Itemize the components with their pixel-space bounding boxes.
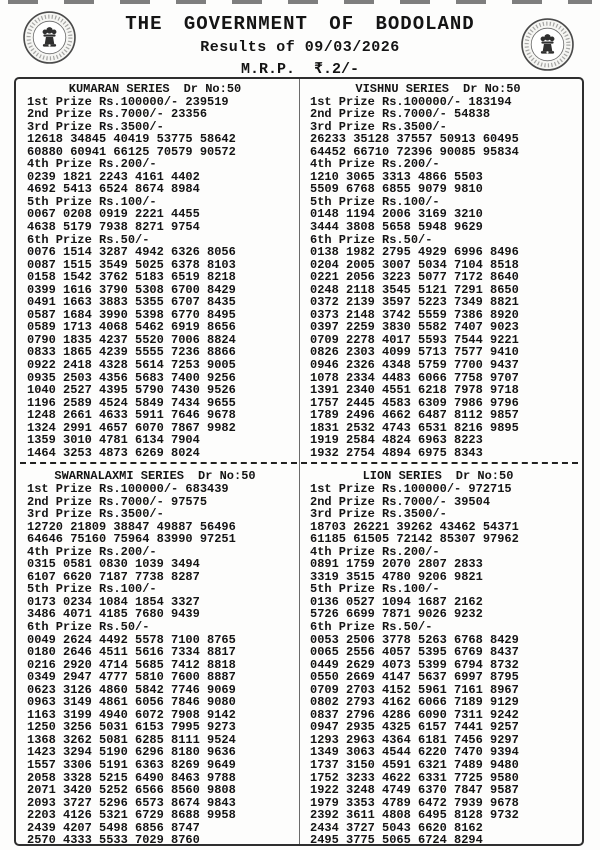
series-results-vishnu — [310, 96, 582, 460]
result-line: 4th Prize Rs.200/- — [310, 544, 440, 559]
result-line: 0373 2148 3742 5559 7386 8920 — [310, 307, 519, 322]
result-line: 1349 3063 4544 6220 7470 9394 — [310, 745, 519, 760]
result-line: 0315 0581 0830 1039 3494 — [27, 557, 200, 572]
page-title: THE GOVERNMENT OF BODOLAND — [125, 13, 475, 35]
series-title-kumaran — [27, 83, 299, 96]
draw-number: Dr No:50 — [198, 469, 256, 484]
result-line: 0963 3149 4861 6056 7846 9080 — [27, 695, 236, 710]
result-line: 6th Prize Rs.50/- — [27, 232, 150, 247]
result-line: 1st Prize Rs.100000/- 683439 — [27, 481, 229, 496]
series-kumaran — [16, 83, 299, 459]
results-box — [14, 77, 584, 846]
result-line: 0065 2556 4057 5395 6769 8437 — [310, 645, 519, 660]
series-title-vishnu — [310, 83, 582, 96]
result-line: 0148 1194 2006 3169 3210 — [310, 207, 483, 222]
result-line: 1464 3253 4873 6269 8024 — [27, 445, 200, 460]
draw-number: Dr No:50 — [183, 82, 242, 96]
result-line: 1557 3306 5191 6363 8269 9649 — [27, 757, 236, 772]
result-line: 1979 3353 4789 6472 7939 9678 — [310, 795, 519, 810]
result-line: 4th Prize Rs.200/- — [27, 157, 157, 172]
result-line: 0946 2326 4348 5759 7700 9437 — [310, 358, 519, 373]
result-line: 1040 2527 4395 5790 7430 9526 — [27, 383, 236, 398]
result-line: 1789 2496 4662 6487 8112 9857 — [310, 408, 519, 423]
result-line: 18703 26221 39262 43462 54371 — [310, 519, 519, 534]
result-line: 26233 35128 37557 50913 60495 — [310, 132, 519, 147]
result-line: 2nd Prize Rs.7000/- 39504 — [310, 494, 491, 509]
header — [0, 13, 600, 78]
result-line: 0076 1514 3287 4942 6326 8056 — [27, 245, 236, 260]
result-line: 0158 1542 3762 5183 6519 8218 — [27, 270, 236, 285]
draw-number: Dr No:50 — [455, 469, 514, 484]
result-line: 2392 3611 4808 6495 8128 9732 — [310, 808, 519, 823]
result-line: 1078 2334 4483 6066 7758 9707 — [310, 370, 519, 385]
result-line: 4692 5413 6524 8674 8984 — [27, 182, 200, 197]
result-line: 3319 3515 4780 9206 9821 — [310, 569, 483, 584]
result-line: 1163 3199 4940 6072 7908 9142 — [27, 707, 236, 722]
series-name: VISHNU SERIES — [355, 82, 449, 96]
result-line: 5509 6768 6855 9079 9810 — [310, 182, 483, 197]
result-line: 6107 6620 7187 7738 8287 — [27, 569, 200, 584]
result-line: 2439 4207 5498 6856 8747 — [27, 820, 200, 835]
series-results-kumaran — [27, 96, 299, 460]
result-line: 0947 2935 4325 6157 7441 9257 — [310, 720, 519, 735]
result-line: 0891 1759 2070 2807 2833 — [310, 557, 483, 572]
result-line: 1831 2532 4743 6531 8216 9895 — [310, 420, 519, 435]
result-line: 1359 3010 4781 6134 7904 — [27, 433, 200, 448]
government-seal-left-icon — [22, 10, 77, 65]
result-line: 1737 3150 4591 6321 7489 9480 — [310, 757, 519, 772]
result-line: 64452 66710 72396 90085 95834 — [310, 144, 519, 159]
result-line: 1368 3262 5081 6285 8111 9524 — [27, 732, 236, 747]
result-line: 0709 2278 4017 5593 7544 9221 — [310, 332, 519, 347]
result-line: 1248 2661 4633 5911 7646 9678 — [27, 408, 236, 423]
result-line: 6th Prize Rs.50/- — [310, 232, 433, 247]
result-line: 5th Prize Rs.100/- — [27, 194, 157, 209]
result-line: 60880 60941 66125 70579 90572 — [27, 144, 236, 159]
result-line: 3rd Prize Rs.3500/- — [27, 507, 164, 522]
result-line: 0550 2669 4147 5637 6997 8795 — [310, 670, 519, 685]
result-line: 0204 2005 3007 5034 7104 8518 — [310, 257, 519, 272]
result-line: 0216 2920 4714 5685 7412 8818 — [27, 657, 236, 672]
result-line: 4638 5179 7938 8271 9754 — [27, 220, 200, 235]
result-line: 1757 2445 4583 6309 7986 9796 — [310, 395, 519, 410]
result-line: 2058 3328 5215 6490 8463 9788 — [27, 770, 236, 785]
result-line: 61185 61505 72142 85307 97962 — [310, 532, 519, 547]
column-divider — [299, 79, 300, 844]
result-line: 1196 2589 4524 5849 7434 9655 — [27, 395, 236, 410]
series-results-lion — [310, 483, 582, 847]
result-line: 0138 1982 2795 4929 6996 8496 — [310, 245, 519, 260]
series-results-swarnalaxmi — [27, 483, 299, 847]
result-line: 0833 1865 4239 5555 7236 8866 — [27, 345, 236, 360]
result-line: 1919 2584 4824 6963 8223 — [310, 433, 483, 448]
result-line: 0239 1821 2243 4161 4402 — [27, 169, 200, 184]
result-line: 5th Prize Rs.100/- — [27, 582, 157, 597]
result-line: 0449 2629 4073 5399 6794 8732 — [310, 657, 519, 672]
result-line: 1752 3233 4622 6331 7725 9580 — [310, 770, 519, 785]
result-line: 0589 1713 4068 5462 6919 8656 — [27, 320, 236, 335]
result-line: 3444 3808 5658 5948 9629 — [310, 220, 483, 235]
result-line: 4th Prize Rs.200/- — [310, 157, 440, 172]
result-line: 0623 3126 4860 5842 7746 9069 — [27, 682, 236, 697]
result-line: 0087 1515 3549 5025 6378 8103 — [27, 257, 236, 272]
result-line: 2nd Prize Rs.7000/- 23356 — [27, 107, 208, 122]
result-line: 0049 2624 4492 5578 7100 8765 — [27, 632, 236, 647]
result-line: 0837 2796 4286 6090 7311 9242 — [310, 707, 519, 722]
result-line: 1324 2991 4657 6070 7867 9982 — [27, 420, 236, 435]
result-line: 12720 21809 38847 49887 56496 — [27, 519, 236, 534]
result-line: 5th Prize Rs.100/- — [310, 194, 440, 209]
result-line: 3rd Prize Rs.3500/- — [27, 119, 164, 134]
result-line: 6th Prize Rs.50/- — [310, 619, 433, 634]
result-line: 0349 2947 4777 5810 7600 8887 — [27, 670, 236, 685]
result-line: 1st Prize Rs.100000/- 183194 — [310, 94, 512, 109]
result-line: 1st Prize Rs.100000/- 239519 — [27, 94, 229, 109]
result-line: 1210 3065 3313 4866 5503 — [310, 169, 483, 184]
result-line: 4th Prize Rs.200/- — [27, 544, 157, 559]
result-line: 3rd Prize Rs.3500/- — [310, 119, 447, 134]
series-name: SWARNALAXMI SERIES — [54, 469, 184, 484]
result-line: 2434 3727 5043 6620 8162 — [310, 820, 483, 835]
result-line: 1st Prize Rs.100000/- 972715 — [310, 481, 512, 496]
result-line: 0397 2259 3830 5582 7407 9023 — [310, 320, 519, 335]
result-line: 0826 2303 4099 5713 7577 9410 — [310, 345, 519, 360]
result-line: 0372 2139 3597 5223 7349 8821 — [310, 295, 519, 310]
series-vishnu — [299, 83, 582, 459]
result-line: 0399 1616 3790 5308 6700 8429 — [27, 282, 236, 297]
government-seal-right-icon — [520, 17, 575, 72]
result-line: 0491 1663 3883 5355 6707 8435 — [27, 295, 236, 310]
result-line: 0790 1835 4237 5520 7006 8824 — [27, 332, 236, 347]
result-line: 0180 2646 4511 5616 7334 8817 — [27, 645, 236, 660]
result-line: 0067 0208 0919 2221 4455 — [27, 207, 200, 222]
result-line: 0709 2703 4152 5961 7161 8967 — [310, 682, 519, 697]
result-line: 1922 3248 4749 6370 7847 9587 — [310, 783, 519, 798]
series-name: KUMARAN SERIES — [68, 82, 170, 96]
result-line: 1932 2754 4894 6975 8343 — [310, 445, 483, 460]
series-swarnalaxmi — [16, 470, 299, 846]
result-line: 5726 6699 7871 9026 9232 — [310, 607, 483, 622]
result-line: 2071 3420 5252 6566 8560 9808 — [27, 783, 236, 798]
result-line: 3486 4071 4185 7680 9439 — [27, 607, 200, 622]
result-line: 2495 3775 5065 6724 8294 — [310, 833, 483, 848]
series-name: LION SERIES — [362, 469, 442, 484]
scan-edge-artifact — [8, 0, 592, 4]
result-line: 1250 3256 5031 6153 7995 9273 — [27, 720, 236, 735]
results-date: Results of 09/03/2026 — [200, 39, 400, 56]
result-line: 0248 2118 3545 5121 7291 8650 — [310, 282, 519, 297]
result-line: 1391 2340 4551 6218 7978 9718 — [310, 383, 519, 398]
result-line: 0173 0234 1084 1854 3327 — [27, 594, 200, 609]
result-line: 0802 2793 4162 6066 7189 9129 — [310, 695, 519, 710]
result-line: 12618 34845 40419 53775 58642 — [27, 132, 236, 147]
result-line: 2203 4126 5321 6729 8688 9958 — [27, 808, 236, 823]
result-line: 1423 3294 5190 6296 8180 9636 — [27, 745, 236, 760]
result-line: 3rd Prize Rs.3500/- — [310, 507, 447, 522]
result-line: 0221 2056 3223 5077 7172 8640 — [310, 270, 519, 285]
result-line: 0935 2503 4356 5683 7400 9256 — [27, 370, 236, 385]
result-line: 0136 0527 1094 1687 2162 — [310, 594, 483, 609]
result-line: 0587 1684 3990 5398 6770 8495 — [27, 307, 236, 322]
series-lion — [299, 470, 582, 846]
result-line: 2nd Prize Rs.7000/- 97575 — [27, 494, 208, 509]
result-line: 5th Prize Rs.100/- — [310, 582, 440, 597]
result-line: 64646 75160 75964 83990 97251 — [27, 532, 236, 547]
mrp-label: M.R.P. ₹.2/- — [240, 61, 360, 78]
draw-number: Dr No:50 — [463, 82, 521, 96]
result-line: 1293 2963 4364 6181 7456 9297 — [310, 732, 519, 747]
result-line: 2570 4333 5533 7029 8760 — [27, 833, 200, 848]
result-line: 6th Prize Rs.50/- — [27, 619, 150, 634]
result-line: 2093 3727 5296 6573 8674 9843 — [27, 795, 236, 810]
result-line: 2nd Prize Rs.7000/- 54838 — [310, 107, 491, 122]
result-line: 0053 2506 3778 5263 6768 8429 — [310, 632, 519, 647]
result-line: 0922 2418 4328 5614 7253 9005 — [27, 358, 236, 373]
